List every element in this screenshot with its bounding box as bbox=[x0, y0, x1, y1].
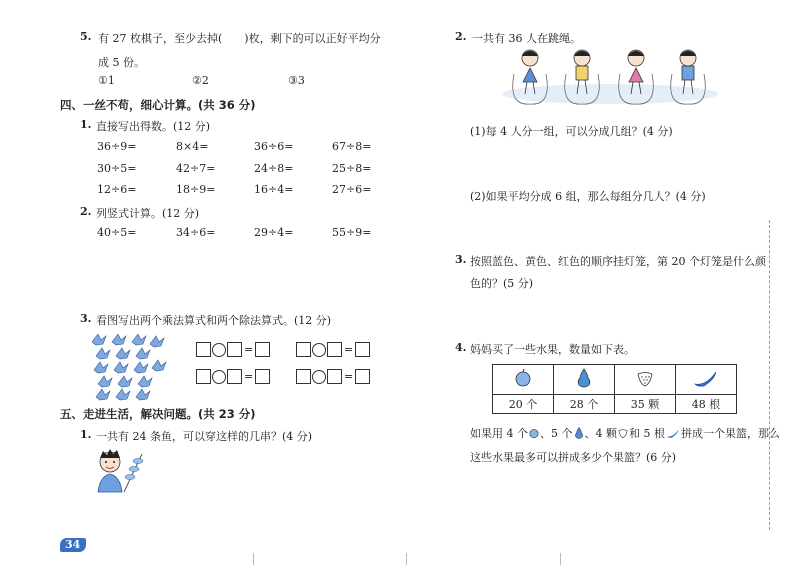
apple-cell bbox=[493, 365, 554, 395]
strawberry-count: 35 颗 bbox=[615, 395, 676, 414]
blank-box[interactable] bbox=[296, 342, 311, 357]
pear-count: 28 个 bbox=[554, 395, 615, 414]
s4-q3-number: 3. bbox=[80, 312, 92, 325]
pear-cell bbox=[554, 365, 615, 395]
r-q4-number: 4. bbox=[455, 341, 467, 354]
r-q4-line2: 这些水果最多可以拼成多少个果篮？(6 分) bbox=[470, 451, 677, 464]
q5-text-line2: 成 5 份。 bbox=[98, 56, 145, 69]
page-number: 34 bbox=[65, 538, 81, 551]
operator-circle[interactable] bbox=[212, 370, 226, 384]
blank-box[interactable] bbox=[227, 342, 242, 357]
r-q3-number: 3. bbox=[455, 253, 467, 266]
blank-box[interactable] bbox=[255, 369, 270, 384]
calc-2-2: 42÷7= bbox=[176, 162, 216, 175]
banana-cell bbox=[676, 365, 737, 395]
calc-2-4: 25÷8= bbox=[332, 162, 372, 175]
r-q2-sub1: (1)每 4 人分一组，可以分成几组？(4 分) bbox=[470, 125, 673, 138]
r-q2-sub2: (2)如果平均分成 6 组，那么每组分几人？(4 分) bbox=[470, 190, 706, 203]
blank-box[interactable] bbox=[196, 369, 211, 384]
equation-1: = bbox=[196, 342, 270, 357]
blank-box[interactable] bbox=[227, 369, 242, 384]
banana-count: 48 根 bbox=[676, 395, 737, 414]
blank-box[interactable] bbox=[327, 369, 342, 384]
calc-3-4: 27÷6= bbox=[332, 183, 372, 196]
equation-2: = bbox=[296, 342, 370, 357]
equation-3: = bbox=[196, 369, 270, 384]
banana-icon bbox=[665, 427, 681, 439]
fold-line bbox=[769, 220, 771, 530]
strawberry-cell bbox=[615, 365, 676, 395]
blank-box[interactable] bbox=[355, 342, 370, 357]
q5-text-line1: 有 27 枚棋子，至少去掉( )枚，剩下的可以正好平均分 bbox=[98, 32, 381, 45]
bottom-mark bbox=[406, 553, 407, 565]
blank-box[interactable] bbox=[327, 342, 342, 357]
vcalc-3: 29÷4= bbox=[254, 226, 294, 239]
blank-box[interactable] bbox=[255, 342, 270, 357]
operator-circle[interactable] bbox=[212, 343, 226, 357]
calc-1-1: 36÷9= bbox=[97, 140, 137, 153]
q5-option-1: ①1 bbox=[98, 74, 115, 87]
q5-option-3: ③3 bbox=[288, 74, 305, 87]
vcalc-1: 40÷5= bbox=[97, 226, 137, 239]
pear-icon bbox=[574, 367, 594, 389]
s4-q2-number: 2. bbox=[80, 205, 92, 218]
blank-box[interactable] bbox=[355, 369, 370, 384]
paper-cranes-image bbox=[92, 334, 168, 402]
pear-icon bbox=[573, 426, 585, 440]
calc-1-4: 67÷8= bbox=[332, 140, 372, 153]
q5-option-2: ②2 bbox=[192, 74, 209, 87]
blank-box[interactable] bbox=[196, 342, 211, 357]
r-q3-text-line2: 色的？(5 分) bbox=[470, 277, 534, 290]
apple-icon bbox=[528, 427, 540, 439]
s4-q3-text: 看图写出两个乘法算式和两个除法算式。(12 分) bbox=[96, 314, 332, 327]
s5-q1-text: 一共有 24 条鱼，可以穿这样的几串？(4 分) bbox=[96, 430, 313, 443]
fruit-table bbox=[492, 364, 737, 414]
calc-3-2: 18÷9= bbox=[176, 183, 216, 196]
strawberry-icon bbox=[617, 427, 629, 439]
r-q4-text: 妈妈买了一些水果，数量如下表。 bbox=[470, 343, 635, 356]
s4-q2-text: 列竖式计算。(12 分) bbox=[96, 207, 200, 220]
equation-4: = bbox=[296, 369, 370, 384]
s4-q1-number: 1. bbox=[80, 118, 92, 131]
calc-3-3: 16÷4= bbox=[254, 183, 294, 196]
strawberry-icon bbox=[635, 368, 655, 388]
line1-part-b: 、5 个 bbox=[540, 427, 573, 440]
banana-icon bbox=[692, 368, 720, 388]
calc-2-3: 24÷8= bbox=[254, 162, 294, 175]
s4-q1-text: 直接写出得数。(12 分) bbox=[96, 120, 211, 133]
operator-circle[interactable] bbox=[312, 343, 326, 357]
q5-number: 5. bbox=[80, 30, 92, 43]
line1-part-a: 如果用 4 个 bbox=[470, 427, 528, 440]
vcalc-2: 34÷6= bbox=[176, 226, 216, 239]
apple-count: 20 个 bbox=[493, 395, 554, 414]
kids-jumping-rope-image bbox=[500, 44, 720, 110]
section5-title: 五、走进生活，解决问题。(共 23 分) bbox=[60, 407, 256, 421]
calc-1-2: 8×4= bbox=[176, 140, 209, 153]
calc-1-3: 36÷6= bbox=[254, 140, 294, 153]
calc-3-1: 12÷6= bbox=[97, 183, 137, 196]
r-q2-text: 一共有 36 人在跳绳。 bbox=[472, 32, 581, 45]
section4-title: 四、一丝不苟，细心计算。(共 36 分) bbox=[60, 98, 256, 112]
boy-with-fish-image bbox=[90, 448, 150, 500]
line1-part-c: 、4 颗 bbox=[584, 427, 617, 440]
apple-icon bbox=[513, 368, 533, 388]
bottom-mark bbox=[253, 553, 254, 565]
operator-circle[interactable] bbox=[312, 370, 326, 384]
blank-box[interactable] bbox=[296, 369, 311, 384]
bottom-mark bbox=[560, 553, 561, 565]
line1-part-e: 拼成一个果篮，那么 bbox=[681, 427, 780, 440]
line1-part-d: 和 5 根 bbox=[629, 427, 665, 440]
calc-2-1: 30÷5= bbox=[97, 162, 137, 175]
s5-q1-number: 1. bbox=[80, 428, 92, 441]
vcalc-4: 55÷9= bbox=[332, 226, 372, 239]
r-q3-text-line1: 按照蓝色、黄色、红色的顺序挂灯笼，第 20 个灯笼是什么颜 bbox=[470, 255, 766, 268]
r-q4-line1 bbox=[470, 425, 780, 441]
r-q2-number: 2. bbox=[455, 30, 467, 43]
